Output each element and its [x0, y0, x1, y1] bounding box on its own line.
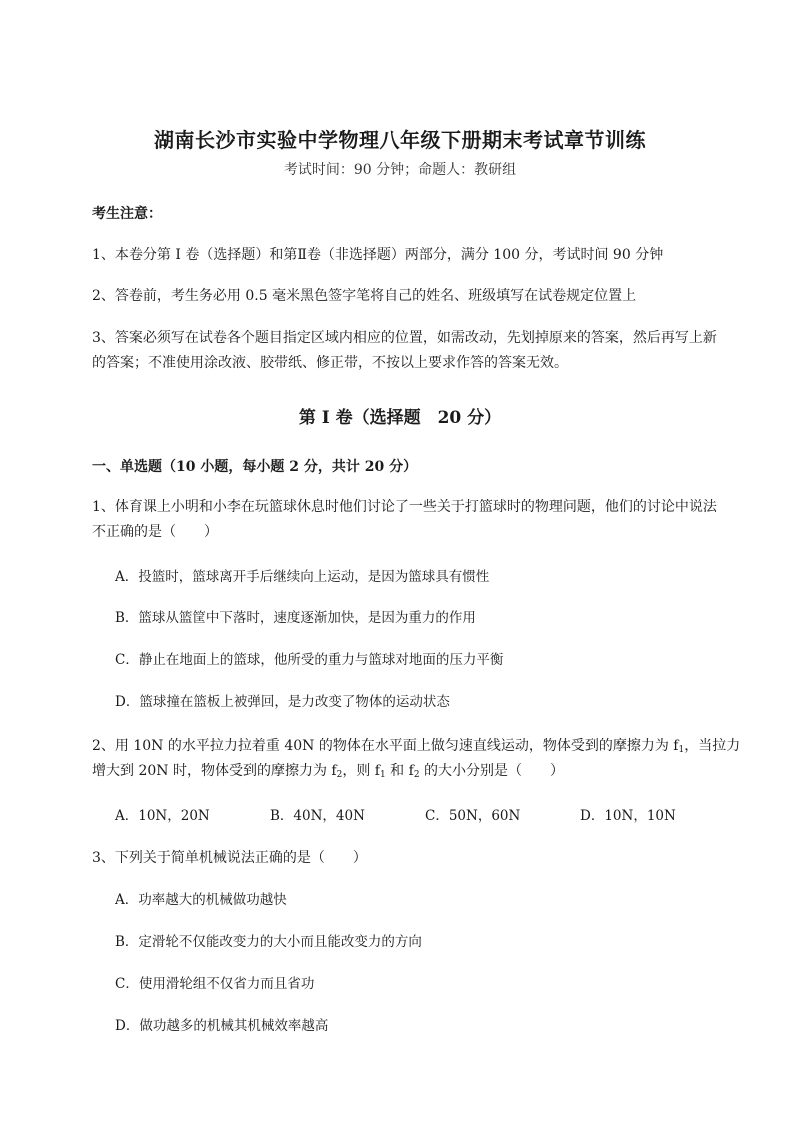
question-1-option-a: A．投篮时，篮球离开手后继续向上运动，是因为篮球具有惯性 — [115, 569, 490, 585]
question-1-option-d: D．篮球撞在篮板上被弹回，是力改变了物体的运动状态 — [115, 694, 450, 710]
question-2-option-b: B．40N，40N — [270, 808, 365, 824]
exam-subtitle: 考试时间：90 分钟；命题人：教研组 — [283, 162, 517, 178]
question-3-option-a: A．功率越大的机械做功越快 — [115, 892, 287, 908]
question-2-text-line1: 2、用 10N 的水平拉力拉着重 40N 的物体在水平面上做匀速直线运动，物体受到的摩擦力为 $f_1$，当拉力 — [92, 738, 741, 755]
notice-item-3-line1: 3、答案必须写在试卷各个题目指定区域内相应的位置，如需改动，先划掉原来的答案，然后再写上新 — [92, 330, 717, 346]
question-3-option-b: B．定滑轮不仅能改变力的大小而且能改变力的方向 — [115, 934, 422, 950]
question-1-option-b: B．篮球从篮筐中下落时，速度逐渐加快，是因为重力的作用 — [115, 610, 476, 626]
question-2-option-d: D．10N，10N — [580, 808, 676, 824]
question-1-text-line2: 不正确的是（ ） — [92, 524, 218, 540]
question-1-option-c: C．静止在地面上的篮球，他所受的重力与篮球对地面的压力平衡 — [115, 652, 504, 668]
notice-item-3-line2: 的答案；不准使用涂改液、胶带纸、修正带，不按以上要求作答的答案无效。 — [92, 355, 568, 371]
question-2-option-a: A．10N，20N — [115, 808, 210, 824]
question-2-option-c: C．50N，60N — [425, 808, 521, 824]
exam-title: 湖南长沙市实验中学物理八年级下册期末考试章节训练 — [154, 128, 646, 152]
notice-heading: 考生注意： — [92, 206, 162, 222]
question-2-text-line2: 增大到 20N 时，物体受到的摩擦力为 $f_2$，则 $f_1$ 和 $f_2$ 的大小分别是（ ） — [92, 763, 564, 780]
notice-item-2: 2、答卷前，考生务必用 0.5 毫米黑色签字笔将自己的姓名、班级填写在试卷规定位置上 — [92, 288, 637, 304]
question-1-text-line1: 1、体育课上小明和小李在玩篮球休息时他们讨论了一些关于打篮球时的物理问题，他们的讨论中说法 — [92, 499, 717, 515]
question-3-text: 3、下列关于简单机械说法正确的是（ ） — [92, 850, 367, 866]
part-heading: 一、单选题（10 小题，每小题 2 分，共计 20 分） — [92, 459, 418, 475]
question-3-option-d: D．做功越多的机械其机械效率越高 — [115, 1018, 329, 1034]
section-title: 第 I 卷（选择题 20 分） — [298, 408, 502, 428]
question-3-option-c: C．使用滑轮组不仅省力而且省功 — [115, 976, 315, 992]
notice-item-1: 1、本卷分第 I 卷（选择题）和第Ⅱ卷（非选择题）两部分，满分 100 分，考试时间 90 分钟 — [92, 247, 664, 263]
